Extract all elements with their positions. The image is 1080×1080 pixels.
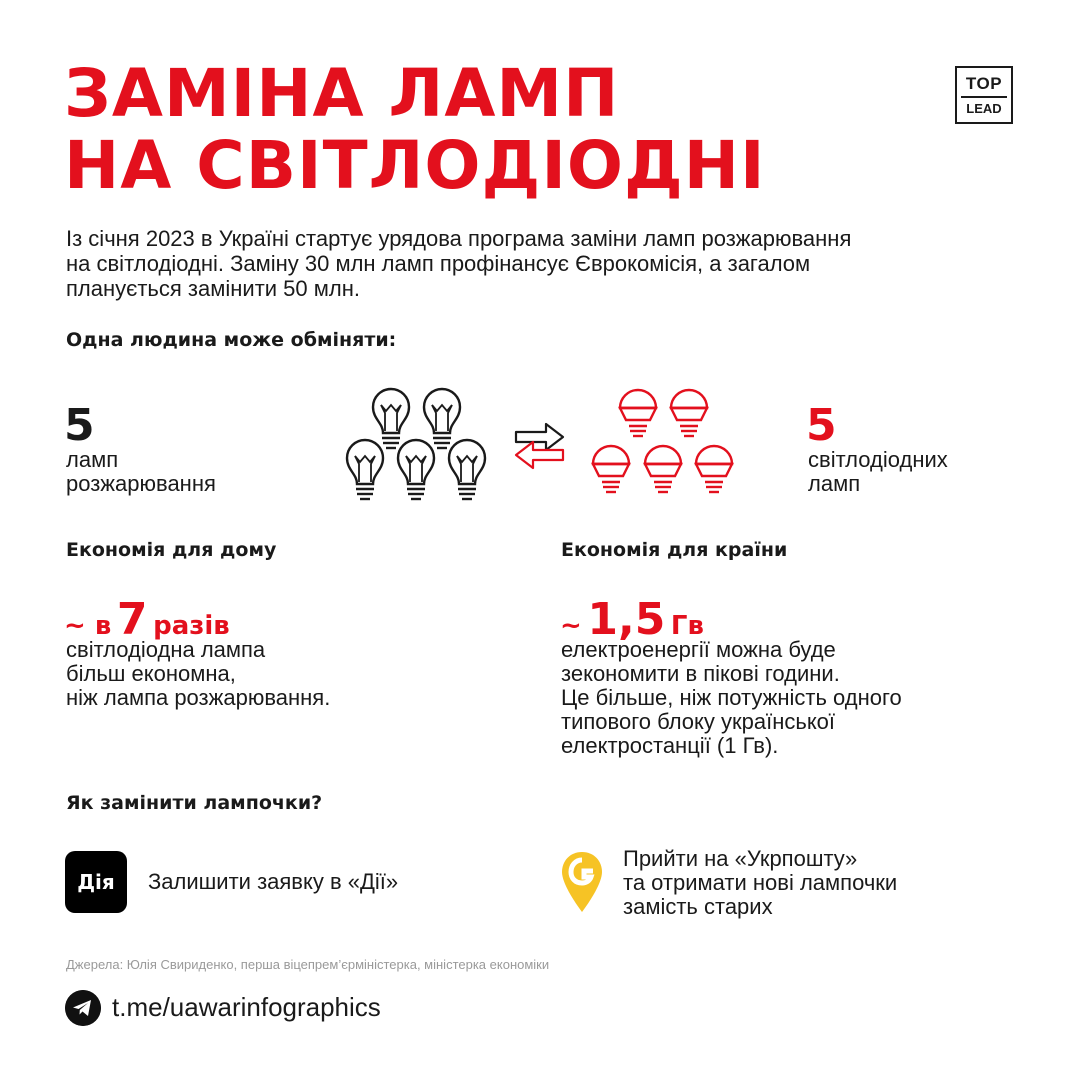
home-desc-1: світлодіодна лампа <box>66 637 266 662</box>
country-desc-3: Це більше, ніж потужність одного <box>561 685 902 710</box>
home-desc-2: більш економна, <box>66 661 236 686</box>
telegram-icon <box>65 990 101 1026</box>
home-economy-heading: Економія для дому <box>66 539 277 561</box>
post-line-3: замість старих <box>623 894 773 919</box>
source-note: Джерела: Юлія Свириденко, перша віцепрем’єрміністерка, міністерка економіки <box>66 957 550 972</box>
home-unit: разів <box>153 611 230 641</box>
intro-line-1: Із січня 2023 в Україні стартує урядова програма заміни ламп розжарювання <box>66 226 852 251</box>
diia-instruction: Залишити заявку в «Дії» <box>148 869 399 894</box>
old-lamps-count: 5 <box>64 400 95 451</box>
led-bulb-icon <box>593 446 629 492</box>
led-lamps-label <box>808 448 948 496</box>
country-desc-1: електроенергії можна буде <box>561 637 836 662</box>
led-lamps-label-2: ламп <box>808 471 861 496</box>
ukrposhta-instruction <box>623 847 897 919</box>
incandescent-bulb-icon <box>347 440 383 499</box>
country-economy-desc <box>561 638 902 758</box>
home-desc-3: ніж лампа розжарювання. <box>66 685 331 710</box>
old-lamps-label <box>66 448 216 496</box>
country-prefix: ~ <box>560 611 582 641</box>
post-line-2: та отримати нові лампочки <box>623 870 898 895</box>
bulbs-illustration <box>330 380 750 510</box>
intro-line-2: на світлодіодні. Заміну 30 млн ламп профінансує Єврокомісія, а загалом <box>66 251 811 276</box>
incandescent-bulb-icon <box>398 440 434 499</box>
logo-top: TOP <box>965 74 1003 93</box>
country-desc-5: електростанції (1 Гв). <box>561 733 779 758</box>
old-lamps-label-1: ламп <box>66 447 119 472</box>
home-prefix: ~ в <box>64 611 112 641</box>
led-bulb-icon <box>671 390 707 436</box>
telegram-link[interactable]: t.me/uawarinfographics <box>112 992 381 1022</box>
country-unit: Гв <box>670 611 704 641</box>
country-number: 1,5 <box>587 594 666 645</box>
incandescent-bulb-icon <box>449 440 485 499</box>
led-bulb-icon <box>696 446 732 492</box>
led-lamps-label-1: світлодіодних <box>808 447 948 472</box>
title-line-2: НА СВІТЛОДІОДНІ <box>64 127 766 204</box>
title-line-1: ЗАМІНА ЛАМП <box>64 55 620 132</box>
how-heading: Як замінити лампочки? <box>66 792 323 814</box>
old-lamps-label-2: розжарювання <box>66 471 216 496</box>
home-number: 7 <box>116 594 148 645</box>
logo-bottom: LEAD <box>961 96 1007 117</box>
ukrposhta-pin-icon <box>560 850 604 914</box>
page-title <box>64 55 766 204</box>
post-line-1: Прийти на «Укрпошту» <box>623 846 858 871</box>
exchange-heading: Одна людина може обміняти: <box>66 329 397 351</box>
country-desc-2: зекономити в пікові години. <box>561 661 840 686</box>
country-desc-4: типового блоку української <box>561 709 836 734</box>
led-bulb-icon <box>645 446 681 492</box>
intro-text <box>66 226 1026 301</box>
diia-app-icon: Дія <box>65 851 127 913</box>
intro-line-3: планується замінити 50 млн. <box>66 276 360 301</box>
swap-arrows-icon <box>516 424 563 468</box>
led-bulb-icon <box>620 390 656 436</box>
incandescent-bulb-icon <box>424 389 460 448</box>
toplead-logo <box>955 66 1013 124</box>
led-lamps-count: 5 <box>806 400 837 451</box>
incandescent-bulb-icon <box>373 389 409 448</box>
home-economy-desc <box>66 638 330 710</box>
country-economy-heading: Економія для країни <box>561 539 788 561</box>
